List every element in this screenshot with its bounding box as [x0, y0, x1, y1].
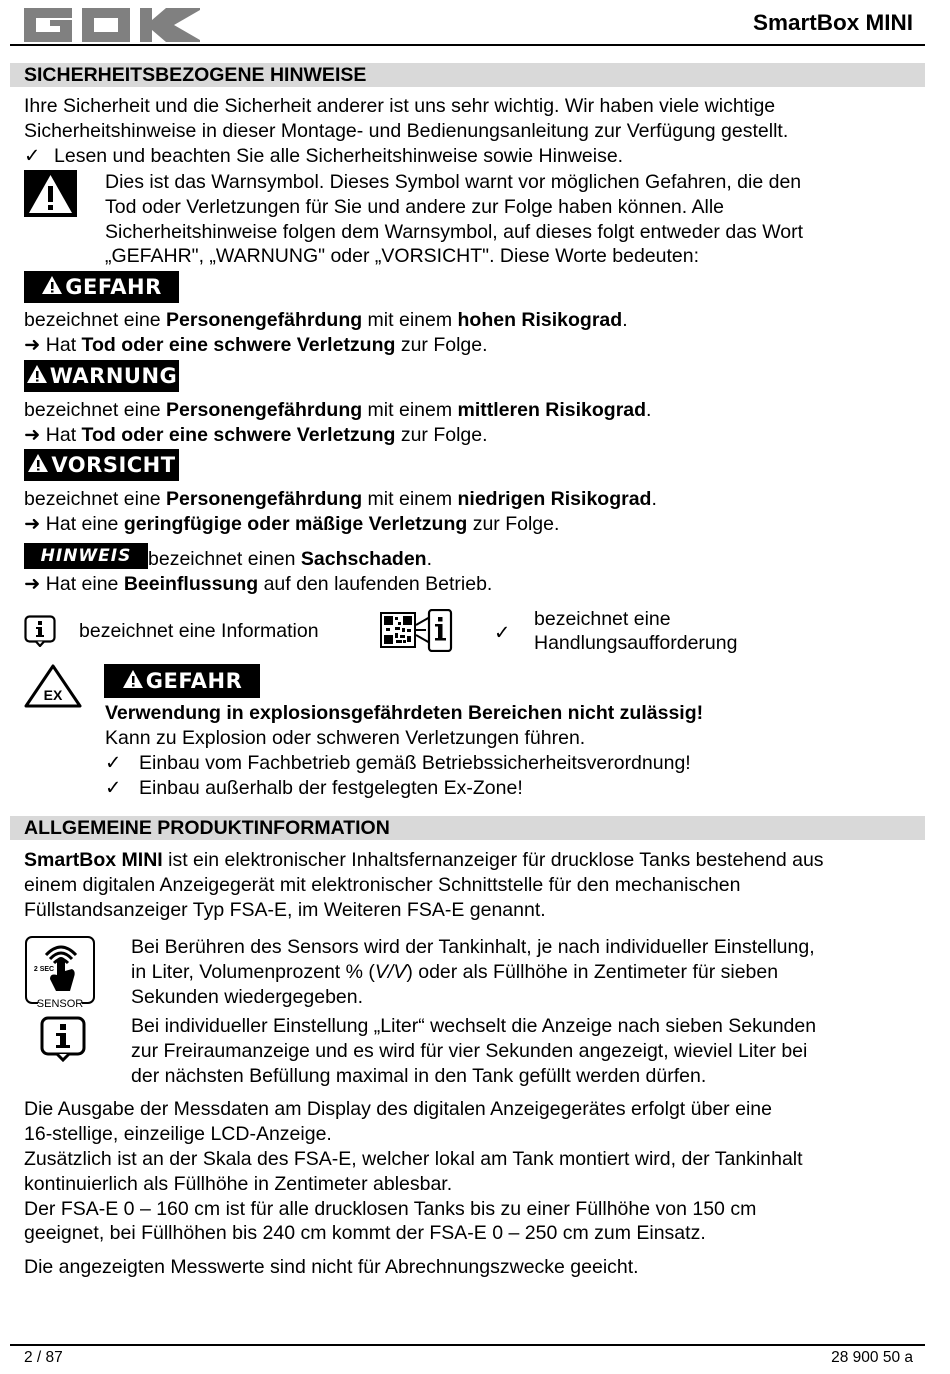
warn-text-4: „GEFAHR", „WARNUNG" oder „VORSICHT". Diese Worte bedeuten:	[105, 245, 699, 267]
product-para-line-1: SmartBox MINI ist ein elektronischer Inhaltsfernanzeiger für drucklose Tanks bestehend aus	[24, 849, 824, 871]
arrow-icon: ➜	[24, 424, 41, 446]
ex-gefahr-signal-label	[104, 664, 260, 698]
warnung-desc: bezeichnet eine Personengefährdung mit einem mittleren Risikograd.	[24, 399, 652, 421]
ex-check-1: ✓ Einbau vom Fachbetrieb gemäß Betriebssicherheitsverordnung!	[105, 752, 691, 774]
warn-text-1: Dies ist das Warnsymbol. Dieses Symbol warnt vor möglichen Gefahren, die den	[105, 171, 802, 193]
info-desc: bezeichnet eine Information	[79, 620, 319, 642]
liter-text-1: Bei individueller Einstellung „Liter“ wechselt die Anzeige nach sieben Sekunden	[131, 1015, 817, 1037]
handlung-desc-2: Handlungsaufforderung	[534, 632, 738, 654]
gefahr-signal-label	[24, 271, 179, 303]
display-text-2: 16-stellige, einzeilige LCD-Anzeige.	[24, 1123, 332, 1145]
warnung-signal-label	[24, 360, 179, 392]
liter-text-3: der nächsten Befüllung maximal in den Tank gefüllt werden dürfen.	[131, 1065, 707, 1087]
hinweis-consequence: ➜ Hat eine Beeinflussung auf den laufenden Betrieb.	[24, 573, 493, 595]
gefahr-text: GEFAHR	[145, 669, 243, 693]
warn-text-2: Tod oder Verletzungen für Sie und andere zur Folge haben können. Alle	[105, 196, 725, 218]
arrow-icon: ➜	[24, 513, 41, 535]
handlung-desc-1: bezeichnet eine	[534, 608, 671, 630]
safety-intro-line-2: Sicherheitshinweise in dieser Montage- und Bedienungsanleitung zur Verfügung gestellt.	[24, 120, 789, 142]
sensor-text-2: in Liter, Volumenprozent % (V/V) oder als Füllhöhe in Zentimeter für sieben	[131, 961, 779, 983]
sensor-text-1: Bei Berühren des Sensors wird der Tankinhalt, je nach individueller Einstellung,	[131, 936, 815, 958]
display-text-6: geeignet, bei Füllhöhen bis 240 cm kommt der FSA-E 0 – 250 cm zum Einsatz.	[24, 1222, 706, 1244]
safety-intro-line-1: Ihre Sicherheit und die Sicherheit anderer ist uns sehr wichtig. Wir haben viele wichtige	[24, 95, 776, 117]
ex-title: Verwendung in explosionsgefährdeten Bereichen nicht zulässig!	[105, 702, 704, 724]
sensor-text-3: Sekunden wiedergegeben.	[131, 986, 364, 1008]
page-number: 2 / 87	[24, 1349, 63, 1366]
vorsicht-signal-label	[24, 449, 179, 481]
document-number: 28 900 50 a	[831, 1349, 913, 1366]
svg-text:EX: EX	[43, 687, 63, 703]
safety-check-item	[24, 144, 623, 169]
display-text-4: kontinuierlich als Füllhöhe in Zentimeter ablesbar.	[24, 1173, 453, 1195]
arrow-icon: ➜	[24, 334, 41, 356]
svg-text:SENSOR: SENSOR	[36, 998, 84, 1007]
display-text-7: Die angezeigten Messwerte sind nicht für Abrechnungszwecke geeicht.	[24, 1256, 639, 1278]
alert-triangle-icon	[41, 275, 63, 300]
product-para-line-3: Füllstandsanzeiger Typ FSA-E, im Weiteren FSA-E genannt.	[24, 899, 546, 921]
qr-code-icon	[380, 609, 453, 652]
gefahr-text: GEFAHR	[65, 275, 162, 299]
vorsicht-consequence: ➜ Hat eine geringfügige oder mäßige Verletzung zur Folge.	[24, 513, 560, 535]
product-para-line-2: einem digitalen Anzeigegerät mit elektronischer Schnittstelle für den mechanischen	[24, 874, 741, 896]
vorsicht-desc: bezeichnet eine Personengefährdung mit einem niedrigen Risikograd.	[24, 488, 657, 510]
liter-text-2: zur Freiraumanzeige und es wird für vier Sekunden angezeigt, wieviel Liter bei	[131, 1040, 808, 1062]
check-text: Lesen und beachten Sie alle Sicherheitshinweise sowie Hinweise.	[54, 145, 624, 167]
ex-check-2: ✓ Einbau außerhalb der festgelegten Ex-Zone!	[105, 777, 523, 799]
header-rule	[10, 44, 925, 46]
ex-text: Kann zu Explosion oder schweren Verletzungen führen.	[105, 727, 586, 749]
check-icon: ✓	[105, 777, 122, 799]
gefahr-consequence: ➜ Hat Tod oder eine schwere Verletzung zur Folge.	[24, 334, 488, 356]
section-title-safety: SICHERHEITSBEZOGENE HINWEISE	[10, 63, 925, 87]
svg-text:2 SEC: 2 SEC	[33, 966, 55, 973]
check-icon: ✓	[24, 145, 41, 167]
display-text-5: Der FSA-E 0 – 160 cm ist für alle drucklosen Tanks bis zu einer Füllhöhe von 150 cm	[24, 1198, 757, 1220]
product-name-header: SmartBox MINI	[752, 10, 913, 35]
info-icon	[40, 1016, 86, 1062]
display-text-3: Zusätzlich ist an der Skala des FSA-E, welcher lokal am Tank montiert wird, der Tankinhalt	[24, 1148, 803, 1170]
ex-hazard-icon	[24, 664, 82, 708]
sensor-touch-icon	[24, 935, 96, 1007]
vorsicht-text: VORSICHT	[51, 453, 176, 477]
warn-text-3: Sicherheitshinweise folgen dem Warnsymbol, auf dieses folgt entweder das Wort	[105, 221, 804, 243]
gok-logo	[24, 8, 200, 42]
gefahr-desc: bezeichnet eine Personengefährdung mit einem hohen Risikograd.	[24, 309, 628, 331]
warnung-consequence: ➜ Hat Tod oder eine schwere Verletzung zur Folge.	[24, 424, 488, 446]
handlung-check: ✓	[494, 622, 511, 644]
info-icon	[24, 615, 56, 647]
check-icon: ✓	[105, 752, 122, 774]
alert-triangle-icon	[122, 669, 144, 694]
section-title-product-info: ALLGEMEINE PRODUKTINFORMATION	[10, 816, 925, 840]
warnung-text: WARNUNG	[49, 364, 178, 388]
display-text-1: Die Ausgabe der Messdaten am Display des digitalen Anzeigegerätes erfolgt über eine	[24, 1098, 772, 1120]
hinweis-signal-label: HINWEIS	[24, 543, 148, 569]
hinweis-desc: bezeichnet einen Sachschaden.	[148, 548, 433, 570]
alert-triangle-icon	[27, 453, 49, 478]
arrow-icon: ➜	[24, 573, 41, 595]
alert-triangle-icon	[26, 364, 48, 389]
warning-triangle-icon	[24, 170, 77, 217]
footer-rule	[10, 1344, 925, 1346]
